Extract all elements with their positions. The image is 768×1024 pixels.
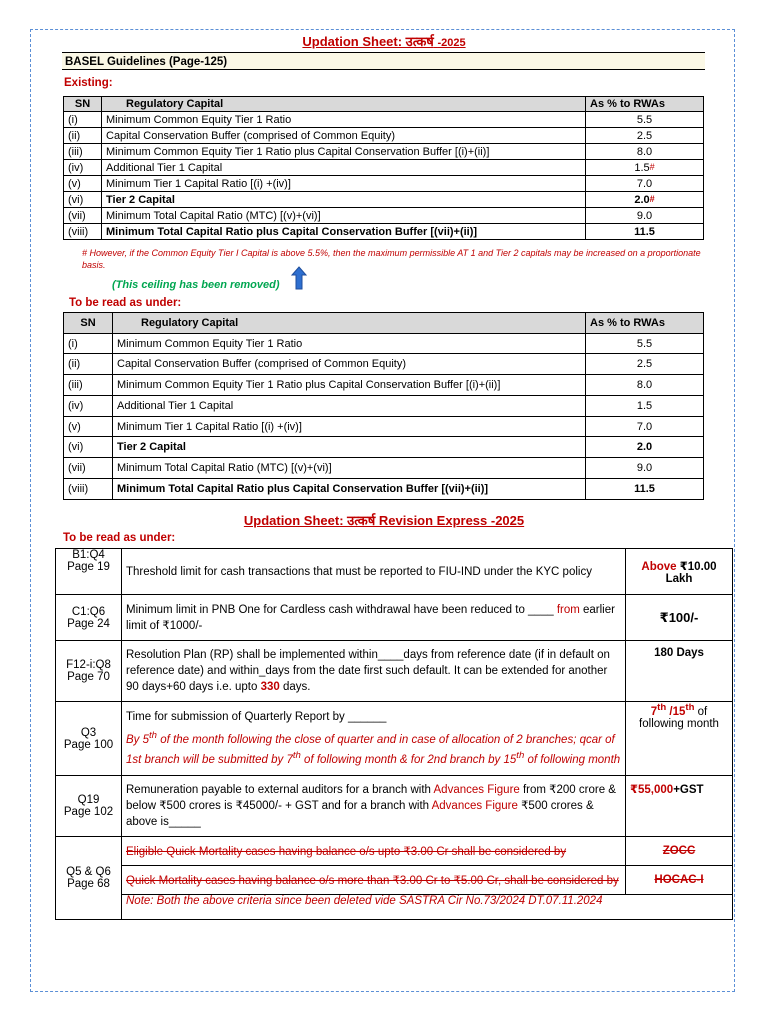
table-row: (ii) Capital Conservation Buffer (comprised of Common Equity) 2.5	[64, 128, 704, 144]
col-sn: SN	[64, 97, 102, 112]
footnote: # However, if the Common Equity Tier I Capital is above 5.5%, then the maximum permissible AT 1 and Tier 2 capitals may be increased on a proportionate basis.	[82, 248, 701, 270]
table-row: (i) Minimum Common Equity Tier 1 Ratio 5.5	[64, 334, 704, 354]
table-row: (iii) Minimum Common Equity Tier 1 Ratio plus Capital Conservation Buffer [(i)+(ii)] 8.0	[64, 144, 704, 160]
table-row: F12-i:Q8 Page 70 Resolution Plan (RP) shall be implemented within____days from reference date (if in default on reference date) and within_days from the date first such default. It can be extended for another 90 days+60 days i.e. upto 330 days. 180 Days	[56, 641, 733, 702]
existing-capital-table	[63, 96, 704, 240]
up-arrow-icon	[291, 266, 307, 295]
table-row: (viii) Minimum Total Capital Ratio plus Capital Conservation Buffer [(vii)+(ii)] 11.5	[64, 479, 704, 500]
table-row: (iii) Minimum Common Equity Tier 1 Ratio plus Capital Conservation Buffer [(i)+(ii)] 8.0	[64, 375, 704, 396]
revision-title: Updation Sheet: उत्कर्ष Revision Express -2025	[243, 513, 525, 528]
table-row: Note: Both the above criteria since been deleted vide SASTRA Cir No.73/2024 DT.07.11.2024	[56, 895, 733, 920]
col-pct: As % to RWAs	[586, 97, 704, 112]
table-row: Q3 Page 100 Time for submission of Quarterly Report by ______ By 5th of the month following the close of quarter and in case of allocation of 2 branches; qcar of 1st branch will be submitted by 7th of following month & for 2nd branch by 15th of following month 7th /15th of following month	[56, 702, 733, 776]
table-row: (vii) Minimum Total Capital Ratio (MTC) [(v)+(vi)] 9.0	[64, 458, 704, 479]
table-row: (vii) Minimum Total Capital Ratio (MTC) [(v)+(vi)] 9.0	[64, 208, 704, 224]
table-row: Q5 & Q6 Page 68 Eligible Quick Mortality cases having balance o/s upto ₹3.00 Cr shall be considered by ZOCC	[56, 837, 733, 866]
table-row: Q19 Page 102 Remuneration payable to external auditors for a branch with Advances Figure from ₹200 crore & below ₹500 crores is ₹45000/- + GST and for a branch with Advances Figure ₹500 crores & above is_____ ₹55,000+GST	[56, 776, 733, 837]
table-row: Quick Mortality cases having balance o/s more than ₹3.00 Cr to ₹5.00 Cr, shall be considered by HOCAC-I	[56, 866, 733, 895]
col-capital: Regulatory Capital	[102, 97, 586, 112]
read-as-label: To be read as under:	[69, 297, 182, 309]
ceiling-note: (This ceiling has been removed)	[112, 279, 280, 291]
table-row: (iv) Additional Tier 1 Capital 1.5	[64, 396, 704, 417]
table-row: (viii) Minimum Total Capital Ratio plus Capital Conservation Buffer [(vii)+(ii)] 11.5	[64, 224, 704, 240]
col-sn: SN	[64, 313, 113, 334]
table-row: C1:Q6 Page 24 Minimum limit in PNB One for Cardless cash withdrawal have been reduced to ____ from earlier limit of ₹1000/- ₹100/-	[56, 595, 733, 641]
page-title: Updation Sheet: उत्कर्ष -2025	[302, 34, 466, 49]
table-row: (v) Minimum Tier 1 Capital Ratio [(i) +(iv)] 7.0	[64, 176, 704, 192]
revised-capital-table	[63, 312, 704, 500]
table-row: (v) Minimum Tier 1 Capital Ratio [(i) +(iv)] 7.0	[64, 417, 704, 437]
col-capital: Regulatory Capital	[113, 313, 586, 334]
table-row: (vi) Tier 2 Capital 2.0	[64, 437, 704, 458]
col-pct: As % to RWAs	[586, 313, 704, 334]
existing-label: Existing:	[64, 77, 113, 89]
table-row: (ii) Capital Conservation Buffer (comprised of Common Equity) 2.5	[64, 354, 704, 375]
table-row: (i) Minimum Common Equity Tier 1 Ratio 5.5	[64, 112, 704, 128]
revision-read-label: To be read as under:	[63, 532, 176, 544]
revision-table	[55, 548, 733, 920]
basel-heading: BASEL Guidelines (Page-125)	[62, 52, 705, 70]
table-row: B1:Q4 Page 19 Threshold limit for cash transactions that must be reported to FIU-IND under the KYC policy Above ₹10.00 Lakh	[56, 549, 733, 595]
table-row: (iv) Additional Tier 1 Capital 1.5#	[64, 160, 704, 176]
table-row: (vi) Tier 2 Capital 2.0#	[64, 192, 704, 208]
